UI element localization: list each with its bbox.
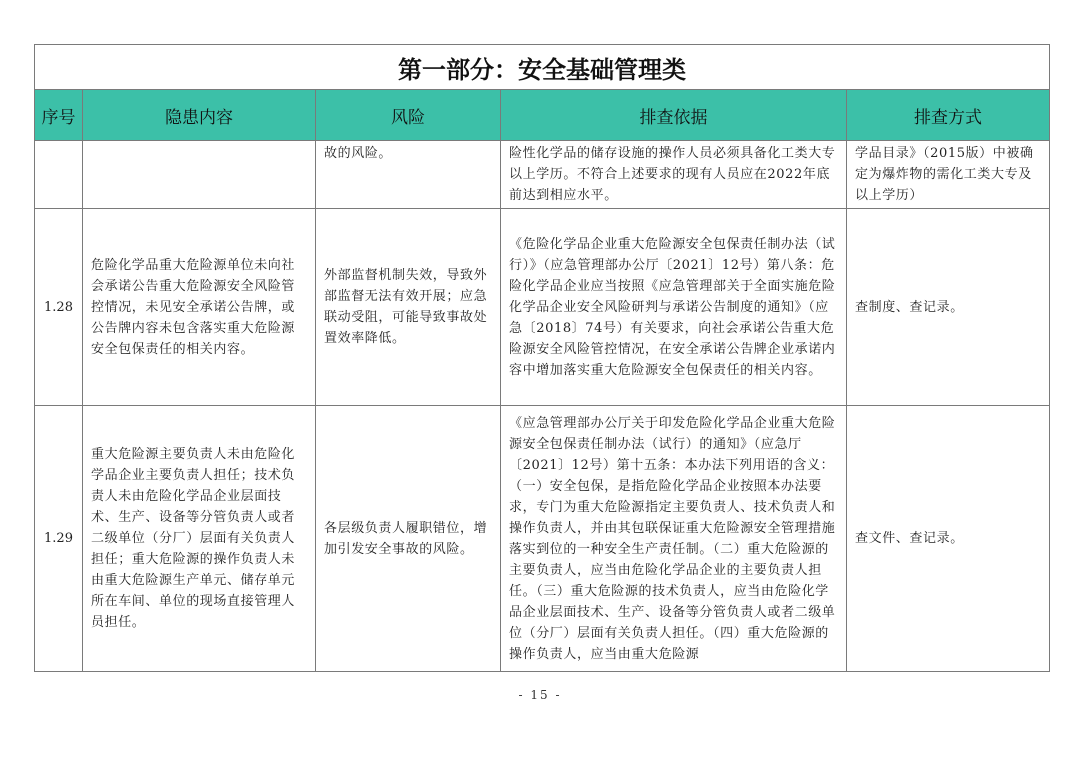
- method-cell: [847, 209, 1050, 406]
- hazard-text: 危险化学品重大危险源单位未向社会承诺公告重大危险源安全风险管控情况，未见安全承诺公告牌，或公告牌内容未包含落实重大危险源安全包保责任的相关内容。: [91, 257, 296, 357]
- section-title: 第一部分：安全基础管理类: [35, 45, 1050, 90]
- page-number: - 15 -: [518, 688, 562, 702]
- header-hazard: 隐患内容: [83, 90, 316, 141]
- header-risk: 风险: [316, 90, 501, 141]
- row-number: 1.29: [35, 406, 83, 672]
- basis-text: 险性化学品的储存设施的操作人员必须具备化工类大专以上学历。不符合上述要求的现有人员应在2022年底前达到相应水平。: [509, 146, 836, 203]
- method-text: 查制度、查记录。: [855, 299, 964, 315]
- header-method: 排查方式: [847, 90, 1050, 141]
- row-number: [35, 141, 83, 209]
- method-cell: [847, 141, 1050, 209]
- table-row: [35, 141, 1050, 209]
- header-basis: 排查依据: [501, 90, 847, 141]
- risk-cell: [316, 141, 501, 209]
- basis-cell: [501, 406, 847, 672]
- basis-cell: [501, 141, 847, 209]
- hazard-text: [83, 141, 315, 145]
- hazard-cell: [83, 209, 316, 406]
- risk-text: 各层级负责人履职错位，增加引发安全事故的风险。: [324, 520, 488, 557]
- risk-cell: [316, 406, 501, 672]
- risk-text: 外部监督机制失效，导致外部监督无法有效开展；应急联动受阻，可能导致事故处置效率降低。: [324, 268, 488, 346]
- method-text: 查文件、查记录。: [855, 531, 964, 546]
- header-no: 序号: [35, 90, 83, 141]
- header-row: [35, 90, 1050, 141]
- risk-cell: [316, 209, 501, 406]
- hazard-table: [34, 44, 1050, 672]
- hazard-cell: [83, 406, 316, 672]
- hazard-text: 重大危险源主要负责人未由危险化学品企业主要负责人担任；技术负责人未由危险化学品企业层面技术、生产、设备等分管负责人或者二级单位（分厂）层面有关负责人担任；重大危险源的操作负责人未由重大危险源生产单元、储存单元所在车间、单位的现场直接管理人员担任。: [91, 447, 296, 630]
- risk-text: 故的风险。: [324, 146, 393, 161]
- hazard-cell: [83, 141, 316, 209]
- method-text: 学品目录》（2015版）中被确定为爆炸物的需化工类大专及以上学历）: [855, 146, 1034, 203]
- basis-text: 《危险化学品企业重大危险源安全包保责任制办法（试行）》（应急管理部办公厅〔2021〕12号）第八条：危险化学品企业应当按照《应急管理部关于全面实施危险化学品企业安全风险研判与承诺公告制度的通知》（应急〔2018〕74号）有关要求，向社会承诺公告重大危险源安全风险管控情况，在安全承诺公告牌企业承诺内容中增加落实重大危险源安全包保责任的相关内容。: [509, 236, 836, 378]
- table-row: [35, 209, 1050, 406]
- row-number: 1.28: [35, 209, 83, 406]
- basis-cell: [501, 209, 847, 406]
- basis-text: 《应急管理部办公厅关于印发危险化学品企业重大危险源安全包保责任制办法（试行）的通知》（应急厅〔2021〕12号）第十五条：本办法下列用语的含义：（一）安全包保，是指危险化学品企业按照本办法要求，专门为重大危险源指定主要负责人、技术负责人和操作负责人，并由其包联保证重大危险源安全管理措施落实到位的一种安全生产责任制。（二）重大危险源的主要负责人，应当由危险化学品企业的主要负责人担任。（三）重大危险源的技术负责人，应当由危险化学品企业层面技术、生产、设备等分管负责人或者二级单位（分厂）层面有关负责人担任。（四）重大危险源的操作负责人，应当由重大危险源: [509, 415, 836, 662]
- method-cell: [847, 406, 1050, 672]
- table-row: [35, 406, 1050, 672]
